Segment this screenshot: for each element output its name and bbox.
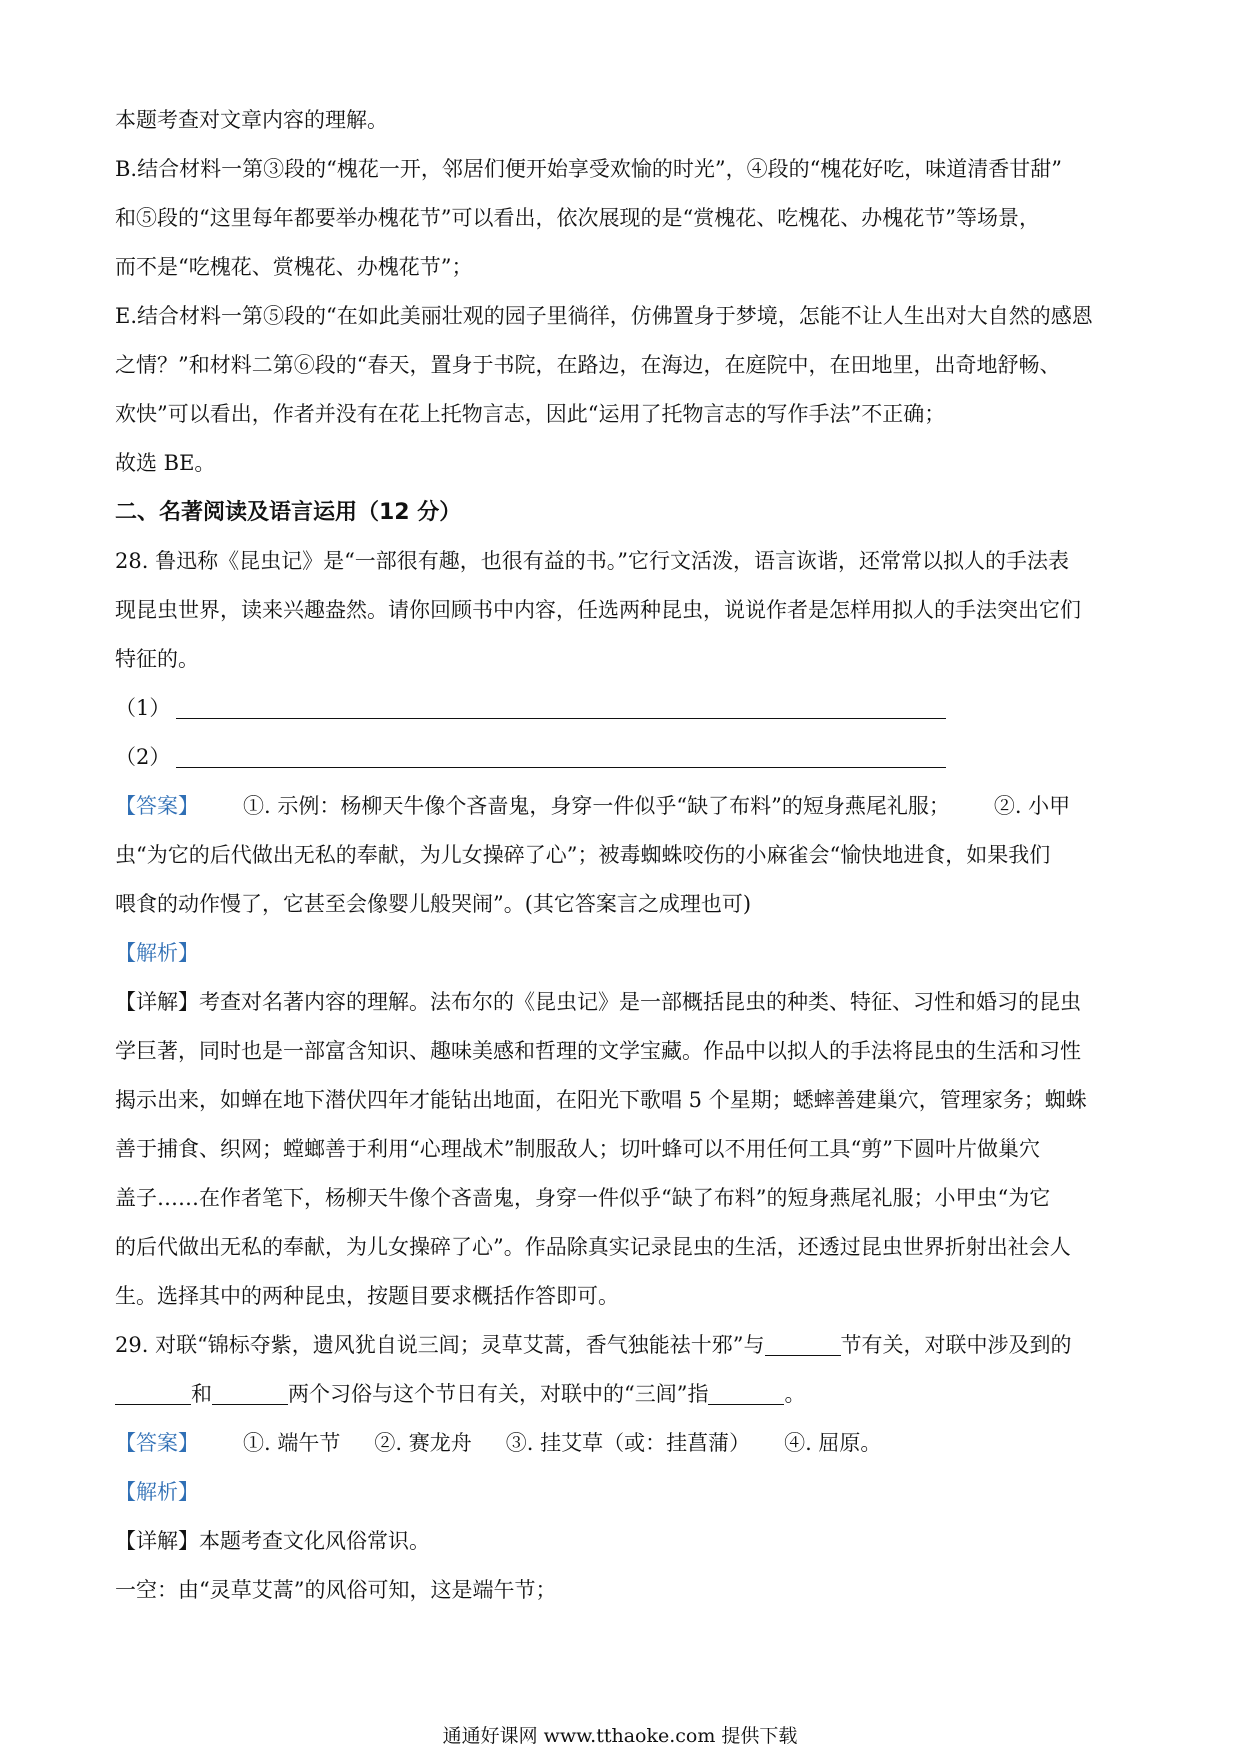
document-page	[115, 96, 1140, 1615]
fill-blank	[212, 1380, 288, 1405]
stem-text: 节有关，对联中涉及到的	[840, 1333, 1072, 1357]
detail-line: 盖子……在作者笔下，杨柳天牛像个吝啬鬼，身穿一件似乎“缺了布料”的短身燕尾礼服；小甲虫“为它	[115, 1186, 1051, 1210]
answer-item: ①. 端午节	[243, 1431, 341, 1455]
detail-line: 揭示出来，如蝉在地下潜伏四年才能钻出地面，在阳光下歌唱 5 个星期；蟋蟀善建巢穴，管理家务；蜘蛛	[115, 1088, 1087, 1112]
answer-text: ②. 小甲	[993, 794, 1071, 818]
option-e-line: 欢快”可以看出，作者并没有在花上托物言志，因此“运用了托物言志的写作手法”不正确；	[115, 402, 946, 426]
question-28-stem: 现昆虫世界，读来兴趣盎然。请你回顾书中内容，任选两种昆虫，说说作者是怎样用拟人的手法突出它们	[115, 598, 1081, 622]
detail-line: 【详解】考查对名著内容的理解。法布尔的《昆虫记》是一部概括昆虫的种类、特征、习性和婚习的昆虫	[115, 990, 1081, 1014]
question-29-answer	[115, 1419, 1140, 1468]
option-e-line: E.结合材料一第⑤段的“在如此美丽壮观的园子里徜徉，仿佛置身于梦境，怎能不让人生出对大自然的感恩	[115, 304, 1093, 328]
answer-blank-row-2	[115, 733, 1140, 782]
detail-line: 一空：由“灵草艾蒿”的风俗可知，这是端午节；	[115, 1578, 557, 1602]
question-29-stem	[115, 1370, 1140, 1419]
analysis-tag: 【解析】	[115, 1480, 199, 1504]
option-b-line: B.结合材料一第③段的“槐花一开，邻居们便开始享受欢愉的时光”，④段的“槐花好吃，味道清香甘甜”	[115, 157, 1063, 181]
answer-blank-line	[176, 741, 946, 768]
blank-label: （2）	[115, 745, 171, 769]
question-28-stem: 特征的。	[115, 647, 199, 671]
fill-blank	[115, 1380, 191, 1405]
answer-blank-line	[176, 692, 946, 719]
question-29-stem	[115, 1321, 1140, 1370]
answer-text: ①. 示例：杨柳天牛像个吝啬鬼，身穿一件似乎“缺了布料”的短身燕尾礼服；	[243, 794, 950, 818]
answer-item: ④. 屈原。	[784, 1431, 882, 1455]
option-b-line: 而不是“吃槐花、赏槐花、办槐花节”；	[115, 255, 473, 279]
answer-text-line: 喂食的动作慢了，它甚至会像婴儿般哭闹”。(其它答案言之成理也可)	[115, 892, 752, 916]
detail-line: 学巨著，同时也是一部富含知识、趣味美感和哲理的文学宝藏。作品中以拟人的手法将昆虫的生活和习性	[115, 1039, 1081, 1063]
analysis-tag: 【解析】	[115, 941, 199, 965]
answer-item: ②. 赛龙舟	[374, 1431, 472, 1455]
answer-tag: 【答案】	[115, 794, 199, 818]
intro-line: 本题考查对文章内容的理解。	[115, 108, 388, 132]
detail-line: 【详解】本题考查文化风俗常识。	[115, 1529, 430, 1553]
answer-text-line: 虫“为它的后代做出无私的奉献，为儿女操碎了心”；被毒蜘蛛咬伤的小麻雀会“愉快地进食，如果我们	[115, 843, 1051, 867]
answer-item: ③. 挂艾草（或：挂菖蒲）	[505, 1431, 751, 1455]
fill-blank	[708, 1380, 784, 1405]
option-b-line: 和⑤段的“这里每年都要举办槐花节”可以看出，依次展现的是“赏槐花、吃槐花、办槐花节”等场景，	[115, 206, 1040, 230]
answer-tag: 【答案】	[115, 1431, 199, 1455]
page-footer: 通通好课网 www.tthaoke.com 提供下载	[442, 1725, 798, 1747]
detail-line: 的后代做出无私的奉献，为儿女操碎了心”。作品除真实记录昆虫的生活，还透过昆虫世界折射出社会人	[115, 1235, 1071, 1259]
stem-text: 29. 对联“锦标夺紫，遗风犹自说三闾；灵草艾蒿，香气独能祛十邪”与	[115, 1333, 765, 1357]
stem-text: 两个习俗与这个节日有关，对联中的“三闾”指	[288, 1382, 709, 1406]
blank-label: （1）	[115, 696, 171, 720]
stem-text: 。	[784, 1382, 806, 1406]
detail-line: 生。选择其中的两种昆虫，按题目要求概括作答即可。	[115, 1284, 619, 1308]
section-heading: 二、名著阅读及语言运用（12 分）	[115, 500, 462, 525]
question-28-answer	[115, 782, 1140, 831]
conclusion-line: 故选 BE。	[115, 451, 216, 475]
detail-line: 善于捕食、织网；螳螂善于利用“心理战术”制服敌人；切叶蜂可以不用任何工具“剪”下圆叶片做巢穴	[115, 1137, 1040, 1161]
stem-text: 和	[191, 1382, 212, 1406]
answer-blank-row-1	[115, 684, 1140, 733]
fill-blank	[765, 1331, 841, 1356]
question-28-stem: 28. 鲁迅称《昆虫记》是“一部很有趣，也很有益的书。”它行文活泼，语言诙谐，还常常以拟人的手法表	[115, 549, 1070, 573]
option-e-line: 之情？”和材料二第⑥段的“春天，置身于书院，在路边，在海边，在庭院中，在田地里，出奇地舒畅、	[115, 353, 1061, 377]
